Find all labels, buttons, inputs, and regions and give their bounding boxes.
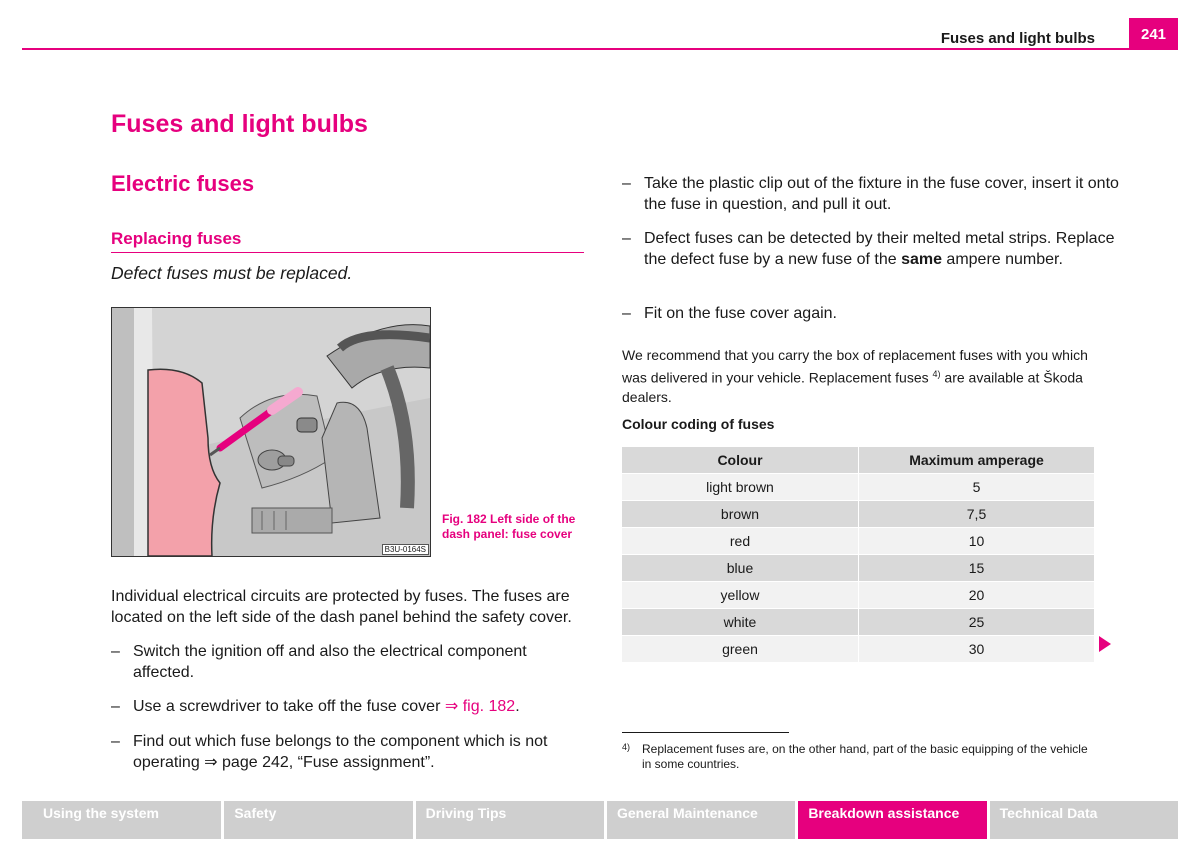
step-dash: – — [622, 305, 631, 322]
amperage-cell: 7,5 — [859, 501, 1095, 528]
intro-paragraph: Individual electrical circuits are protected by fuses. The fuses are located on the left side of the dash panel behind the safety cover. — [111, 588, 572, 626]
colour-cell: blue — [622, 555, 859, 582]
step-text: Take the plastic clip out of the fixture in the fuse cover, insert it onto the fuse in question, and pull it out. — [644, 175, 1119, 213]
page-word: page — [217, 754, 263, 771]
emphasis-same: same — [901, 251, 942, 268]
section-title: Electric fuses — [111, 171, 255, 196]
step-find-fuse — [111, 731, 608, 773]
column-header-amperage: Maximum amperage — [859, 447, 1095, 474]
table-row — [622, 528, 1095, 555]
step-dash: – — [111, 733, 120, 750]
lead-text: Defect fuses must be replaced. — [111, 263, 353, 283]
step-text: Find out which fuse belongs to the component which is not operating — [133, 733, 548, 771]
colour-cell: white — [622, 609, 859, 636]
header-rule — [22, 48, 1178, 50]
nav-tab-driving-tips[interactable]: Driving Tips — [416, 801, 604, 839]
figure-link[interactable]: fig. 182 — [458, 698, 516, 715]
figure-code: B3U-0164S — [382, 544, 429, 555]
arrow-glyph: ⇒ — [204, 754, 218, 771]
nav-tab-general-maintenance[interactable]: General Maintenance — [607, 801, 795, 839]
step-pull-fuse — [622, 173, 1119, 215]
step-text: Use a screwdriver to take off the fuse cover — [133, 698, 445, 715]
figure-caption: Fig. 182 Left side of the dash panel: fuse cover — [442, 512, 576, 541]
amperage-cell: 25 — [859, 609, 1095, 636]
amperage-cell: 5 — [859, 474, 1095, 501]
nav-tab-using-the-system[interactable]: Using the system — [22, 801, 221, 839]
page-number: 241 — [1129, 18, 1178, 50]
step-text-end: . — [515, 698, 520, 715]
dash-panel-illustration — [112, 308, 430, 556]
note-text-end: are available at Škoda dealers. — [622, 369, 1083, 405]
subsection-title: Replacing fuses — [111, 229, 584, 253]
step-dash: – — [622, 230, 631, 247]
table-row — [622, 609, 1095, 636]
footnote-ref[interactable]: 4) — [932, 369, 941, 379]
table-row — [622, 636, 1095, 663]
table-row — [622, 474, 1095, 501]
colour-cell: red — [622, 528, 859, 555]
chapter-nav — [22, 801, 1178, 839]
table-row — [622, 555, 1095, 582]
recommendation-note — [622, 346, 1097, 407]
chapter-title: Fuses and light bulbs — [111, 110, 368, 138]
nav-tab-technical-data[interactable]: Technical Data — [990, 801, 1178, 839]
step-switch-ignition — [111, 641, 583, 683]
column-header-colour: Colour — [622, 447, 859, 474]
colour-cell: brown — [622, 501, 859, 528]
amperage-cell: 30 — [859, 636, 1095, 663]
step-detect-defect — [622, 228, 1119, 270]
colour-cell: light brown — [622, 474, 859, 501]
dash-panel-figure — [111, 307, 431, 557]
nav-tab-breakdown-assistance[interactable]: Breakdown assistance — [798, 801, 986, 839]
footnote-mark: 4) — [622, 742, 631, 752]
running-title: Fuses and light bulbs — [940, 30, 1095, 47]
footnote-rule — [622, 732, 789, 733]
step-dash: – — [111, 643, 120, 660]
step-text-end: ampere number. — [941, 251, 1063, 268]
table-header-row — [622, 447, 1095, 474]
table-title: Colour coding of fuses — [622, 416, 775, 432]
footnote — [622, 742, 1097, 772]
step-text-end: , “Fuse assignment”. — [288, 754, 435, 771]
table-row — [622, 582, 1095, 609]
table-row — [622, 501, 1095, 528]
step-text: Fit on the fuse cover again. — [644, 305, 837, 322]
step-remove-cover — [111, 696, 608, 717]
amperage-cell: 15 — [859, 555, 1095, 582]
step-text: Switch the ignition off and also the electrical component affected. — [133, 643, 527, 681]
page-ref-link[interactable]: 242 — [262, 754, 289, 771]
step-dash: – — [111, 698, 120, 715]
arrow-glyph: ⇒ — [444, 698, 459, 715]
footnote-text: Replacement fuses are, on the other hand, part of the basic equipping of the vehicle in some countries. — [642, 742, 1088, 771]
continue-arrow-icon[interactable] — [1099, 636, 1111, 652]
amperage-cell: 20 — [859, 582, 1095, 609]
nav-tab-safety[interactable]: Safety — [224, 801, 412, 839]
amperage-cell: 10 — [859, 528, 1095, 555]
note-text: We recommend that you carry the box of replacement fuses with you which was delivered in your vehicle. Replacement fuses — [622, 347, 1088, 386]
step-dash: – — [622, 175, 631, 192]
colour-cell: yellow — [622, 582, 859, 609]
colour-cell: green — [622, 636, 859, 663]
step-text: Defect fuses can be detected by their melted metal strips. Replace the defect fuse by a new fuse of the — [644, 230, 1115, 268]
fuse-colour-table — [622, 447, 1095, 663]
step-refit-cover — [622, 303, 1119, 324]
